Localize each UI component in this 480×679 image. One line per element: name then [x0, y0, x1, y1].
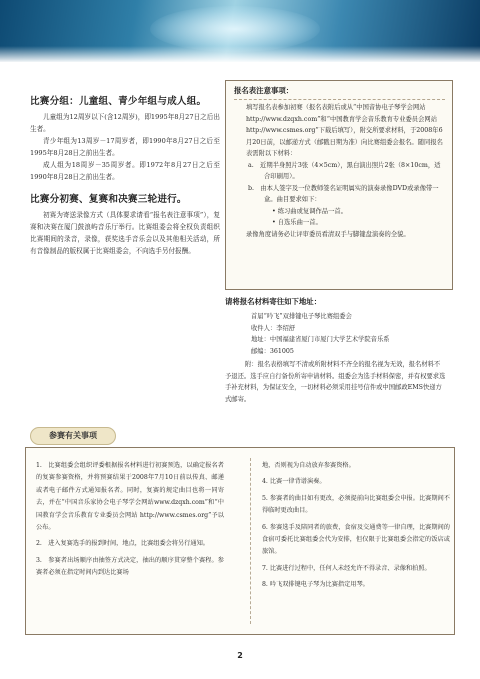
list-item: 1. 比赛组委会组织评委根据报名材料进行初赛预选，以确定报名者的复赛参赛资格，并将预赛结果于2008年7月10日前以传真、邮递或者电子邮件方式通知报名者。同时，复赛的规定曲目也将一同寄去，并在“中国音乐家协会电子琴学会网站www.dzqxh.com”和“中国教育学会音乐教育专业委员会网站 http://www.csmes.org”予以公布。 — [36, 462, 224, 532]
matters-right-column — [262, 460, 450, 596]
mail-postcode: 邮编：361005 — [251, 347, 294, 355]
list-item: 2. 进入复赛选手的报到时间，地点，比赛组委会将另行通知。 — [36, 540, 209, 548]
list-item: 3. 参赛者出场顺序由抽签方式决定，抽出的顺序贯穿整个赛程。参赛者必须在指定时间内到达比赛场 — [36, 556, 224, 577]
mail-note: 附：报名表格填写不清或所附材料不齐全的报名视为无效，报名材料不予退还。选手应自行备份所寄申请材料。组委会为选手材料保密，并有权要求选手补充材料，为保证安全，一切材料必须采用挂号信件或中国邮政EMS快递方式邮寄。 — [225, 361, 446, 403]
notes-title: 报名表注意事项： — [234, 86, 294, 95]
registration-notes-box — [225, 80, 453, 290]
list-item: 地，否则视为自动放弃参赛资格。 — [262, 462, 355, 469]
notes-sub-etude: • 练习曲或复调作品一首。 — [272, 207, 347, 215]
notes-tail: 录像角度请务必让评审委员看清双手与脚键盘演奏的全貌。 — [246, 230, 410, 238]
banner-wave — [0, 46, 480, 62]
section-tab-label: 参赛有关事项 — [30, 427, 116, 445]
section-grouping-title: 比赛分组：儿童组、青少年组与成人组。 — [30, 96, 207, 107]
header-banner — [0, 0, 480, 62]
matters-left-column — [36, 460, 224, 584]
column-divider — [250, 458, 251, 624]
mail-committee: 首届“吟飞”双排键电子琴比赛组委会 — [251, 313, 352, 320]
notes-item-a: a. 近期半身照片3张（4×5cm），黑白演出照片2张（8×10cm，适合印刷用）。 — [248, 161, 441, 180]
list-item: 7. 比赛进行过程中，任何人未经允许不得录音、录像和拍照。 — [262, 564, 431, 572]
grouping-adult: 成人组为18周岁－35周岁者。即1972年8月27日之后至1990年8月28日之前出生者。 — [30, 161, 220, 181]
notes-divider — [234, 99, 445, 100]
list-item: 6. 参赛选手及陪同者的旅费，食宿及交通费等一律自理，比赛期间的食宿可委托比赛组委会代为安排，但仅限于比赛组委会指定的饭店或旅馆。 — [262, 523, 450, 556]
list-item: 8. 吟飞双排键电子琴为比赛指定用琴。 — [262, 581, 369, 589]
list-item: 4. 比赛一律背谱演奏。 — [262, 478, 326, 486]
page-number: 2 — [237, 651, 243, 660]
mail-title: 请将报名材料寄往如下地址： — [225, 297, 322, 306]
notes-intro: 填写报名表参加初赛（报名表附后或从“中国音协电子琴学会网站http://www.dzqxh.com”和“中国教育学会音乐教育专业委员会网站 http://www.csmes.org”下载后填写），附交所要求材料，于2008年6月20日前，以邮递方式（邮戳日期为准）向比赛组委会报名。随同报名表需附以下材料： — [246, 104, 443, 157]
participation-matters-box — [25, 447, 455, 635]
left-column — [30, 93, 220, 257]
rounds-description: 初赛为寄送录像方式（具体要求请看“报名表注意事项”），复赛和决赛在厦门鼓浪屿音乐厅举行。比赛组委会将全权负责组织比赛期间的录音，录像，获奖选手音乐会以及其他相关活动，所有音像制品的版权属于比赛组委会，不向选手另付报酬。 — [30, 211, 220, 255]
mail-address: 地址：中国福建省厦门市厦门大学艺术学院音乐系 — [251, 336, 390, 343]
section-rounds-title: 比赛分初赛、复赛和决赛三轮进行。 — [30, 194, 187, 205]
notes-item-b: b. 由本人签字及一位教师签名证明属实的演奏录像DVD或录像带一盒。曲目要求如下： — [248, 184, 439, 203]
grouping-teen: 青少年组为13周岁－17周岁者，即1990年8月27日之后至1995年8月28日之前出生者。 — [30, 137, 220, 157]
list-item: 5. 参赛者的曲目如有更改，必须提前向比赛组委会申报。比赛期间不得临时更改曲目。 — [262, 494, 450, 515]
grouping-children: 儿童组为12周岁以下(含12周岁)，即1995年8月27日之后出生者。 — [30, 113, 220, 133]
notes-sub-free: • 自选乐曲一首。 — [272, 219, 322, 226]
mail-recipient: 收件人：李绍舒 — [251, 324, 296, 332]
mailing-address-section — [225, 296, 453, 404]
